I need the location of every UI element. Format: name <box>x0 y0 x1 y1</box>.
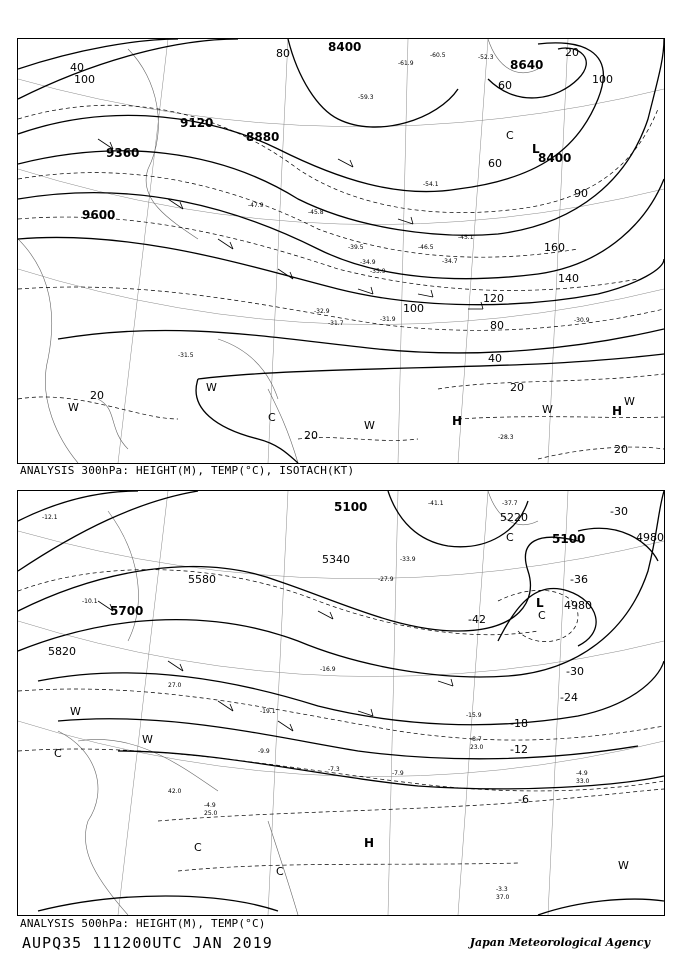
isotach-label: 80 <box>490 319 504 332</box>
height-label: 8400 <box>538 151 572 165</box>
height-label: 5820 <box>48 645 76 658</box>
station-label: -37.7 <box>502 500 518 507</box>
temp-label: -59.3 <box>358 94 374 101</box>
station-label: -12.1 <box>42 514 58 521</box>
temp-label: -45.1 <box>458 234 474 241</box>
station-label: -15.9 <box>466 712 482 719</box>
isotach-label: 90 <box>574 187 588 200</box>
temp-label: -32.9 <box>314 308 330 315</box>
temp-label: -39.5 <box>348 244 364 251</box>
caption-300hpa: ANALYSIS 300hPa: HEIGHT(M), TEMP(°C), ISOTACH(KT) <box>20 464 355 477</box>
temp-label: -31.7 <box>328 320 344 327</box>
station-label: -10.1 <box>82 598 98 605</box>
cold-center-marker: C <box>506 129 514 142</box>
temp-label: -60.5 <box>430 52 446 59</box>
station-label: 33.0 <box>576 778 590 785</box>
cold-center-marker: C <box>54 747 62 760</box>
high-center-marker: H <box>452 414 463 428</box>
temp-label: -28.3 <box>498 434 514 441</box>
map-panel-300hpa <box>17 38 665 464</box>
isotach-label: 20 <box>614 443 628 456</box>
station-label: -4.9 <box>576 770 588 777</box>
temp-label: -54.1 <box>423 181 439 188</box>
temp-label: -46.5 <box>418 244 434 251</box>
station-label: -27.9 <box>378 576 394 583</box>
temp-label: -61.9 <box>398 60 414 67</box>
temp-label: -35.9 <box>370 268 386 275</box>
station-label: -9.9 <box>258 748 270 755</box>
cold-center-marker: C <box>194 841 202 854</box>
station-label: -8.7 <box>470 736 482 743</box>
isotach-label: 100 <box>592 73 613 86</box>
temp-label: -47.9 <box>248 202 264 209</box>
isotach-label: 40 <box>488 352 502 365</box>
height-label: 5100 <box>334 500 368 514</box>
station-label: 23.0 <box>470 744 484 751</box>
coastline-500 <box>58 491 538 915</box>
temp-label: -52.3 <box>478 54 494 61</box>
height-label: 4980 <box>636 531 664 544</box>
isotach-label: 40 <box>70 61 84 74</box>
temp-contour-label: -42 <box>468 613 486 626</box>
warm-center-marker: W <box>68 401 79 414</box>
isotach-label: 140 <box>558 272 579 285</box>
chart-500hpa <box>18 491 664 915</box>
station-label: 37.0 <box>496 894 510 901</box>
isotach-label: 20 <box>510 381 524 394</box>
station-label: 27.0 <box>168 682 182 689</box>
cold-center-marker: C <box>538 609 546 622</box>
warm-center-marker: W <box>624 395 635 408</box>
temp-label: -45.8 <box>308 209 324 216</box>
height-label: 5220 <box>500 511 528 524</box>
cold-center-marker: C <box>276 865 284 878</box>
height-label: 5580 <box>188 573 216 586</box>
high-center-marker: H <box>612 404 623 418</box>
cold-center-marker: C <box>506 531 514 544</box>
chart-300hpa <box>18 39 664 463</box>
height-label: 4980 <box>564 599 592 612</box>
station-label: -7.3 <box>328 766 340 773</box>
warm-center-marker: W <box>542 403 553 416</box>
height-label: 9120 <box>180 116 214 130</box>
station-label: -7.9 <box>392 770 404 777</box>
temp-contour-label: -30 <box>566 665 584 678</box>
temp-contour-label: -12 <box>510 743 528 756</box>
station-label: -33.9 <box>400 556 416 563</box>
isotach-label: 100 <box>403 302 424 315</box>
temp-contour-label: -18 <box>510 717 528 730</box>
station-label: 42.0 <box>168 788 182 795</box>
map-panel-500hpa <box>17 490 665 916</box>
warm-center-marker: W <box>142 733 153 746</box>
station-label: -3.3 <box>496 886 508 893</box>
height-label: 9360 <box>106 146 140 160</box>
isotach-label: 60 <box>498 79 512 92</box>
isotach-label: 100 <box>74 73 95 86</box>
station-label: -16.9 <box>320 666 336 673</box>
station-label: -41.1 <box>428 500 444 507</box>
temp-contour-label: -36 <box>570 573 588 586</box>
station-label: -4.9 <box>204 802 216 809</box>
height-label: 8400 <box>328 40 362 54</box>
temp-contour-label: -30 <box>610 505 628 518</box>
warm-center-marker: W <box>364 419 375 432</box>
warm-center-marker: W <box>206 381 217 394</box>
low-center-marker: L <box>532 142 540 156</box>
station-label: 25.0 <box>204 810 218 817</box>
caption-500hpa: ANALYSIS 500hPa: HEIGHT(M), TEMP(°C) <box>20 917 266 930</box>
temp-label: -30.9 <box>574 317 590 324</box>
isotach-label: 20 <box>565 46 579 59</box>
height-label: 8640 <box>510 58 544 72</box>
wind-barbs-300 <box>98 139 483 309</box>
isotach-label: 20 <box>304 429 318 442</box>
temp-label: -31.5 <box>178 352 194 359</box>
isotach-label: 120 <box>483 292 504 305</box>
agency-name: Japan Meteorological Agency <box>469 936 650 949</box>
cold-center-marker: C <box>268 411 276 424</box>
low-center-marker: L <box>536 596 544 610</box>
height-label: 5700 <box>110 604 144 618</box>
temp-contour-label: -6 <box>518 793 529 806</box>
temp-label: -34.7 <box>442 258 458 265</box>
high-center-marker: H <box>364 836 375 850</box>
isotach-label: 20 <box>90 389 104 402</box>
height-label: 5100 <box>552 532 586 546</box>
temp-label: -34.9 <box>360 259 376 266</box>
temp-contour-label: -24 <box>560 691 578 704</box>
isotach-label: 60 <box>488 157 502 170</box>
isotach-label: 80 <box>276 47 290 60</box>
temp-label: -31.9 <box>380 316 396 323</box>
height-label: 5340 <box>322 553 350 566</box>
isotach-label: 160 <box>544 241 565 254</box>
station-label: -19.1 <box>260 708 276 715</box>
warm-center-marker: W <box>618 859 629 872</box>
height-label: 8880 <box>246 130 280 144</box>
height-label: 9600 <box>82 208 116 222</box>
chart-code: AUPQ35 111200UTC JAN 2019 <box>22 934 273 952</box>
warm-center-marker: W <box>70 705 81 718</box>
